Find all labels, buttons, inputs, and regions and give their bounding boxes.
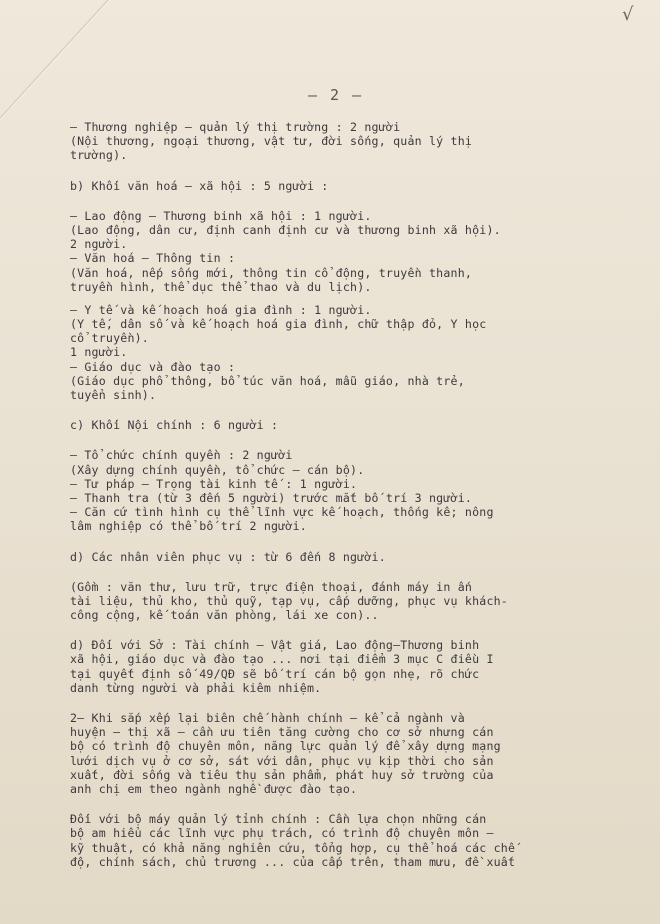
text-line: Đối với bộ máy quản lý tỉnh chính : Cần lựa chọn những cán <box>70 812 487 827</box>
text-line: bộ am hiểu các lĩnh vực phụ trách, có trình độ chuyên môn – <box>70 826 494 841</box>
text-line: tại quyết định số 49/QĐ sẽ bố trí cán bộ gọn nhẹ, rõ chức <box>70 666 480 681</box>
text-line: (Văn hoá, nếp sống mới, thông tin cổ động, truyền thanh, <box>70 265 473 280</box>
text-line: – Y tế và kế hoạch hoá gia đình : 1 người. <box>70 302 372 317</box>
text-line: (Lao động, dân cư, định canh định cư và thương binh xã hội). <box>70 222 501 237</box>
text-line: – Văn hoá – Thông tin : <box>70 251 236 266</box>
page-number: – 2 – <box>308 86 364 104</box>
section-heading-d: d) Các nhân viên phục vụ : từ 6 đến 8 người. <box>70 549 386 564</box>
section-heading-c: c) Khối Nội chính : 6 người : <box>70 418 279 433</box>
checkmark-annotation: √ <box>622 4 634 25</box>
text-line: lưới dịch vụ ở cơ sở, sát với dân, phục vụ kịp thời cho sản <box>70 753 494 768</box>
text-line: – Giáo dục và đào tạo : <box>70 359 236 374</box>
text-line: – Tư pháp – Trọng tài kinh tế : 1 người. <box>70 476 358 491</box>
text-line: (Y tế, dân số và kế hoạch hoá gia đình, chữ thập đỏ, Y học <box>70 317 487 332</box>
text-line: kỹ thuật, có khả năng nghiên cứu, tổng hợp, cụ thể hoá các chế <box>70 840 516 855</box>
document-body <box>70 120 630 869</box>
text-line: 2– Khi sắp xếp lại biên chế hành chính – kể cả ngành và <box>70 711 465 725</box>
text-line: độ, chính sách, chủ trương ... của cấp trên, tham mưu, đề xuất <box>70 854 516 869</box>
text-line: (Xây dựng chính quyền, tổ chức – cán bộ). <box>70 462 365 477</box>
text-line: truyền hình, thể dục thể thao và du lịch). <box>70 279 372 294</box>
text-line: bộ có trình độ chuyên môn, năng lực quản lý để xây dựng mạng <box>70 739 501 754</box>
text-line: (Giáo dục phổ thông, bổ túc văn hoá, mẫu giáo, nhà trẻ, <box>70 373 465 388</box>
text-line: xuất, đời sống và tiêu thụ sản phẩm, phát huy sở trường của <box>70 767 494 782</box>
text-line: (Gồm : văn thư, lưu trữ, trực điện thoại, đánh máy in ấn <box>70 579 473 594</box>
text-line: – Tổ chức chính quyền : 2 người <box>70 448 293 463</box>
text-line: xã hội, giáo dục và đào tạo ... nơi tại điểm 3 mục C điều I <box>70 652 494 667</box>
text-line: trường). <box>70 148 128 163</box>
text-line: 2 người. <box>70 237 128 252</box>
text-line: huyện – thị xã – cần ưu tiên tăng cường cho cơ sở nhưng cán <box>70 725 494 740</box>
text-line: danh từng người và phải kiêm nhiệm. <box>70 680 322 695</box>
text-line: – Thanh tra (từ 3 đến 5 người) trước mắt bố trí 3 người. <box>70 490 473 505</box>
section-heading-b: b) Khối văn hoá – xã hội : 5 người : <box>70 178 329 193</box>
text-line: lâm nghiệp có thể bố trí 2 người. <box>70 519 307 534</box>
text-line: d) Đối với Sở : Tài chính – Vật giá, Lao động–Thương binh <box>70 638 480 653</box>
text-line: – Thương nghiệp – quản lý thị trường : 2 người <box>70 120 401 134</box>
text-line: cổ truyền). <box>70 331 149 346</box>
text-line: – Căn cứ tình hình cụ thể lĩnh vực kế hoạch, thống kê; nông <box>70 505 494 520</box>
text-line: 1 người. <box>70 345 128 360</box>
text-line: anh chị em theo ngành nghề được đào tạo. <box>70 781 358 796</box>
text-line: tuyển sinh). <box>70 388 157 402</box>
text-line: – Lao động – Thương binh xã hội : 1 người. <box>70 208 372 223</box>
text-line: (Nội thương, ngoại thương, vật tư, đời sống, quản lý thị <box>70 134 473 149</box>
text-line: công cộng, kế toán văn phòng, lái xe con).. <box>70 608 379 623</box>
text-line: tài liệu, thủ kho, thủ quỹ, tạp vụ, cấp dưỡng, phục vụ khách- <box>70 593 508 608</box>
